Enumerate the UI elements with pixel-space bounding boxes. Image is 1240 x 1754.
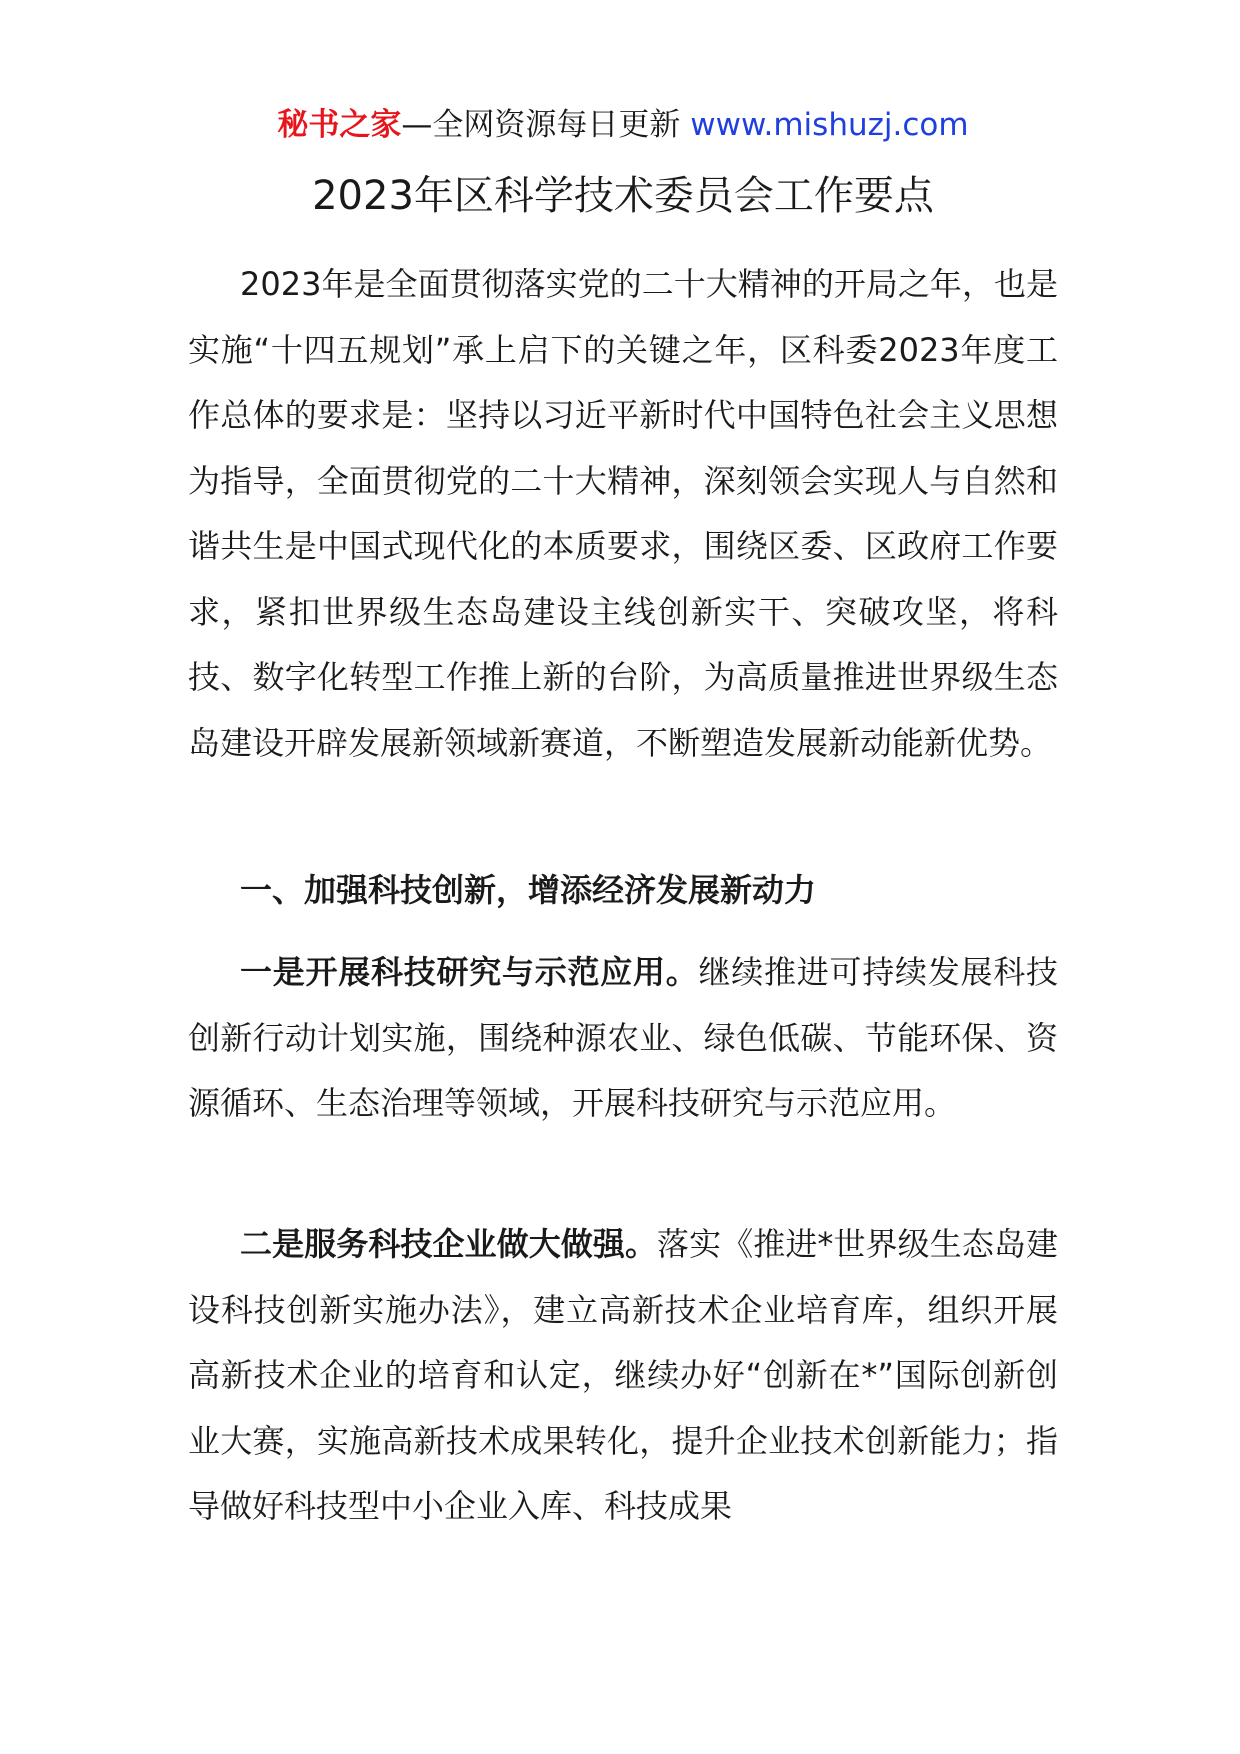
item-paragraph-2 (188, 1212, 1058, 1540)
item-text-2: 落实《推进*世界级生态岛建设科技创新实施办法》，建立高新技术企业培育库，组织开展高新技术企业的培育和认定，继续办好“创新在*”国际创新创业大赛，实施高新技术成果转化，提升企业技术创新能力；指导做好科技型中小企业入库、科技成果 (188, 1225, 1058, 1525)
document-title: 2023年区科学技术委员会工作要点 (312, 173, 934, 219)
item-paragraph-1 (188, 940, 1058, 1137)
item-lead-2: 二是服务科技企业做大做强。 (240, 1225, 658, 1263)
site-header (188, 98, 1058, 152)
site-url-link[interactable]: www.mishuzj.com (690, 107, 969, 143)
item-text-1: 继续推进可持续发展科技创新行动计划实施，围绕种源农业、绿色低碳、节能环保、资源循环、生态治理等领域，开展科技研究与示范应用。 (188, 953, 1058, 1122)
brand-name: 秘书之家 (277, 107, 402, 143)
section-heading-1: 一、加强科技创新，增添经济发展新动力 (240, 871, 817, 909)
item-lead-1: 一是开展科技研究与示范应用。 (240, 953, 699, 991)
header-slogan: —全网资源每日更新 (401, 107, 681, 143)
intro-paragraph: 2023年是全面贯彻落实党的二十大精神的开局之年，也是实施“十四五规划”承上启下的关键之年，区科委2023年度工作总体的要求是：坚持以习近平新时代中国特色社会主义思想为指导，全面贯彻党的二十大精神，深刻领会实现人与自然和谐共生是中国式现代化的本质要求，围绕区委、区政府工作要求，紧扣世界级生态岛建设主线创新实干、突破攻坚，将科技、数字化转型工作推上新的台阶，为高质量推进世界级生态岛建设开辟发展新领域新赛道，不断塑造发展新动能新优势。 (188, 265, 1058, 762)
